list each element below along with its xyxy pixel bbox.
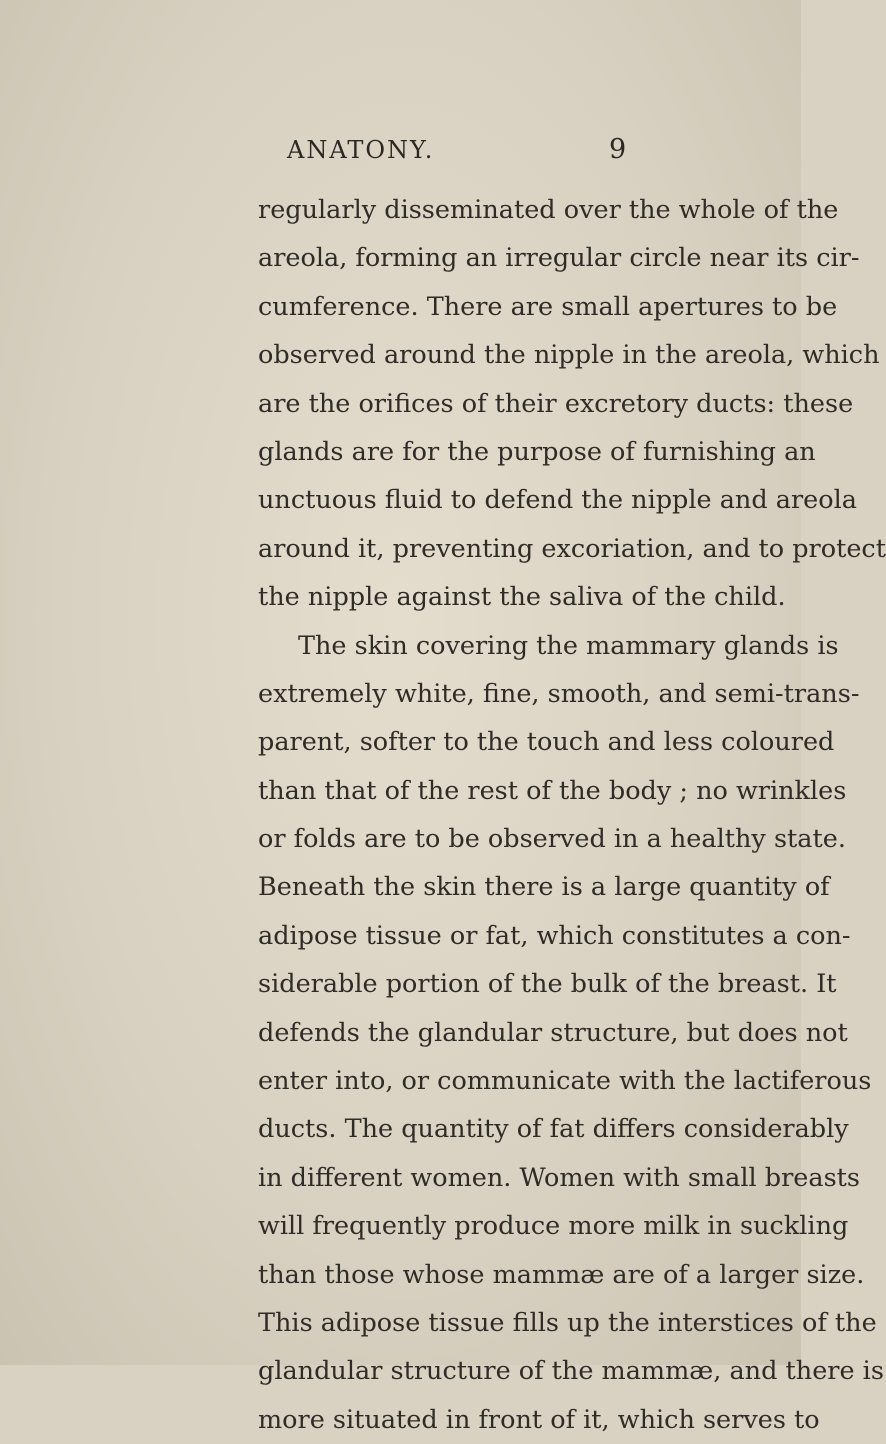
text-line: glands are for the purpose of furnishing an [258, 436, 816, 467]
paragraph-start-line: The skin covering the mammary glands is [298, 630, 839, 661]
text-line: in different women. Women with small breasts [258, 1162, 861, 1193]
text-line: areola, forming an irregular circle near its cir- [258, 243, 860, 274]
text-line: parent, softer to the touch and less coloured [258, 727, 835, 758]
text-line: are the orifices of their excretory ducts: these [258, 388, 854, 419]
text-line: enter into, or communicate with the lactiferous [258, 1066, 872, 1097]
text-line: adipose tissue or fat, which constitutes a con- [258, 920, 851, 951]
text-line: around it, preventing excoriation, and to protect [258, 533, 886, 564]
text-line: than those whose mammæ are of a larger size. [258, 1259, 865, 1290]
text-line: more situated in front of it, which serves to [258, 1404, 820, 1435]
text-line: or folds are to be observed in a healthy state. [258, 824, 846, 855]
text-line: cumference. There are small apertures to be [258, 291, 838, 322]
text-line: Beneath the skin there is a large quantity of [258, 872, 830, 903]
text-line: defends the glandular structure, but does not [258, 1017, 848, 1048]
text-line: unctuous fluid to defend the nipple and areola [258, 485, 857, 516]
text-line: will frequently produce more milk in suckling [258, 1211, 849, 1242]
text-line: This adipose tissue fills up the interstices of the [258, 1307, 877, 1338]
text-line: glandular structure of the mammæ, and there is [258, 1356, 884, 1387]
page-header [0, 136, 801, 176]
text-line: regularly disseminated over the whole of the [258, 195, 839, 225]
text-line: extremely white, fine, smooth, and semi-trans- [258, 678, 860, 709]
text-line: observed around the nipple in the areola, which [258, 340, 880, 371]
page-number: 9 [609, 134, 627, 165]
text-line: than that of the rest of the body ; no wrinkles [258, 775, 847, 806]
body-text [258, 186, 886, 1444]
text-line: ducts. The quantity of fat differs considerably [258, 1114, 849, 1145]
running-head: ANATONY. [287, 136, 435, 164]
paragraph-end-line: the nipple against the saliva of the child. [258, 582, 786, 613]
text-line: siderable portion of the bulk of the breast. It [258, 969, 837, 1000]
